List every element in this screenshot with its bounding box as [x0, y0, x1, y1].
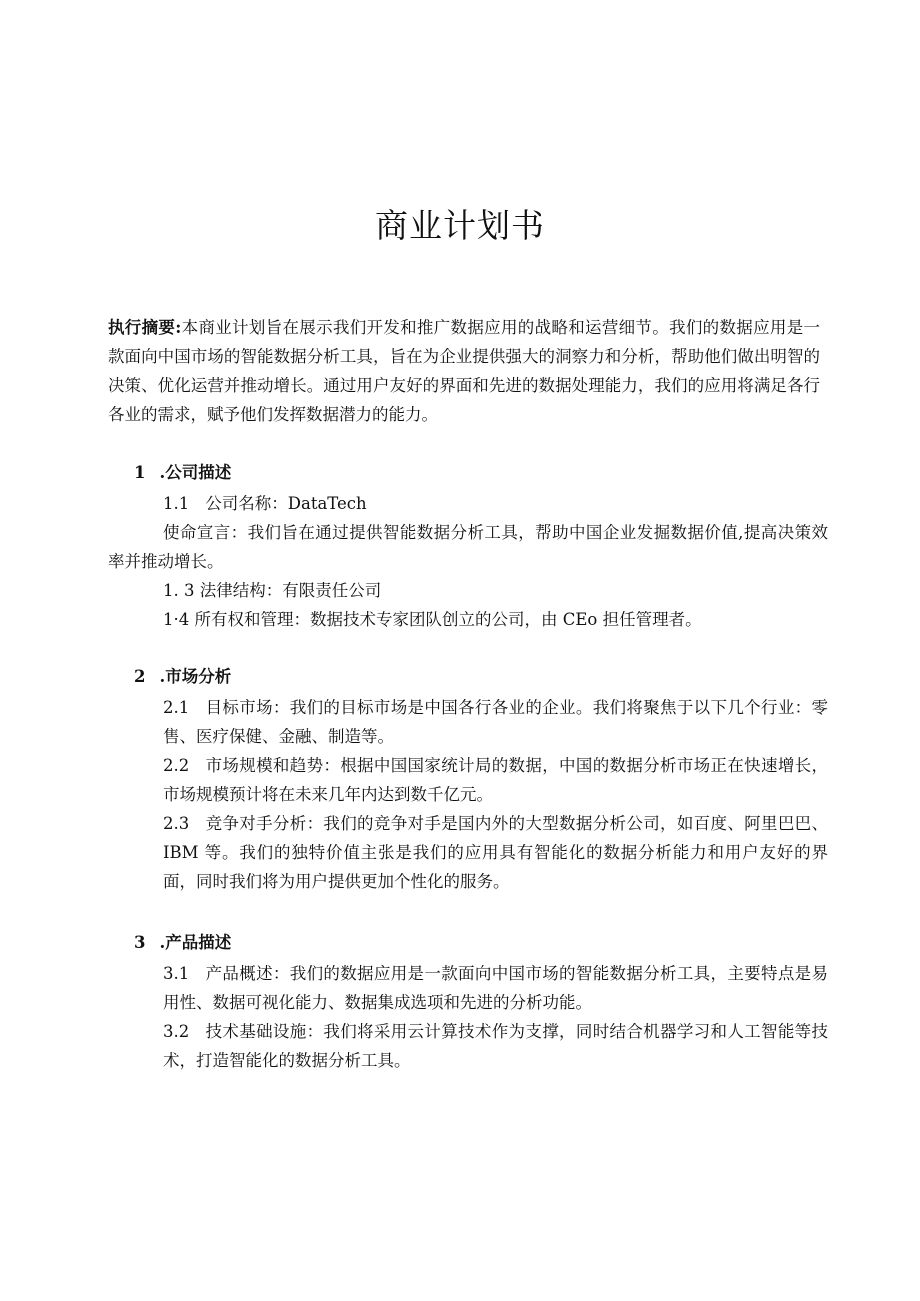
executive-summary — [108, 313, 820, 429]
section-heading — [134, 928, 828, 957]
document-title: 商业计划书 — [375, 206, 545, 245]
list-item — [108, 959, 828, 1017]
section-heading — [134, 458, 828, 487]
summary-text: 本商业计划旨在展示我们开发和推广数据应用的战略和运营细节。我们的数据应用是一款面向中国市场的智能数据分析工具，旨在为企业提供强大的洞察力和分析，帮助他们做出明智的决策、优化运营并推动增长。通过用户友好的界面和先进的数据处理能力，我们的应用将满足各行各业的需求，赋予他们发挥数据潜力的能力。 — [108, 318, 821, 424]
list-item — [108, 751, 828, 809]
item-text: 产品概述：我们的数据应用是一款面向中国市场的智能数据分析工具，主要特点是易用性、数据可视化能力、数据集成选项和先进的分析功能。 — [163, 964, 828, 1012]
list-item — [108, 576, 828, 605]
section-number: 1 — [134, 463, 146, 482]
item-number: 1.1 — [163, 494, 190, 513]
section-title: .市场分析 — [159, 667, 232, 686]
item-text: 1. 3 法律结构：有限责任公司 — [163, 581, 382, 600]
list-item — [108, 809, 828, 896]
section-product-description — [108, 928, 828, 1075]
item-number: 3.2 — [163, 1022, 190, 1041]
list-item — [108, 518, 828, 576]
list-item — [108, 1017, 828, 1075]
item-text: 使命宣言：我们旨在通过提供智能数据分析工具，帮助中国企业发掘数据价值,提高决策效率并推动增长。 — [108, 523, 828, 571]
list-item — [108, 489, 828, 518]
item-text: 市场规模和趋势：根据中国国家统计局的数据，中国的数据分析市场正在快速增长，市场规模预计将在未来几年内达到数千亿元。 — [163, 756, 828, 804]
section-number: 2 — [134, 667, 146, 686]
section-company-description — [108, 458, 828, 634]
list-item — [108, 605, 828, 634]
item-number: 2.3 — [163, 814, 190, 833]
section-title: .公司描述 — [159, 463, 232, 482]
item-text: 公司名称：DataTech — [205, 494, 367, 513]
section-title: .产品描述 — [159, 933, 232, 952]
item-number: 3.1 — [163, 964, 190, 983]
section-heading — [134, 662, 828, 691]
item-text: 目标市场：我们的目标市场是中国各行各业的企业。我们将聚焦于以下几个行业：零售、医疗保健、金融、制造等。 — [163, 698, 828, 746]
summary-label: 执行摘要: — [108, 318, 182, 337]
item-number: 2.1 — [163, 698, 190, 717]
item-text: 竞争对手分析：我们的竞争对手是国内外的大型数据分析公司，如百度、阿里巴巴、IBM 等。我们的独特价值主张是我们的应用具有智能化的数据分析能力和用户友好的界面，同时我们将为用户提供更加个性化的服务。 — [163, 814, 828, 891]
list-item — [108, 693, 828, 751]
section-number: 3 — [134, 933, 146, 952]
section-market-analysis — [108, 662, 828, 896]
item-text: 技术基础设施：我们将采用云计算技术作为支撑，同时结合机器学习和人工智能等技术，打造智能化的数据分析工具。 — [163, 1022, 828, 1070]
item-number: 2.2 — [163, 756, 190, 775]
item-text: 1·4 所有权和管理：数据技术专家团队创立的公司，由 CEo 担任管理者。 — [163, 610, 702, 629]
